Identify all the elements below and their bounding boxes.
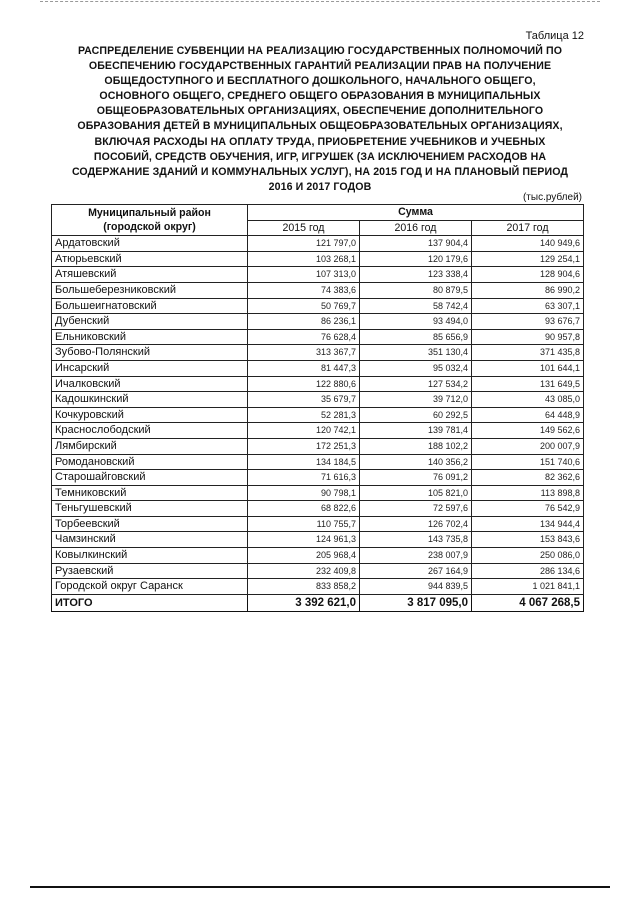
- table-row: [52, 423, 584, 439]
- table-row: [52, 470, 584, 486]
- value-2017: 128 904,6: [472, 267, 584, 283]
- district-name: Большеигнатовский: [52, 298, 248, 314]
- value-2017: 63 307,1: [472, 298, 584, 314]
- district-name: Лямбирский: [52, 438, 248, 454]
- value-2016: 238 007,9: [360, 548, 472, 564]
- value-2017: 153 843,6: [472, 532, 584, 548]
- title-line: ОБРАЗОВАНИЯ ДЕТЕЙ В МУНИЦИПАЛЬНЫХ ОБЩЕОБРАЗОВАТЕЛЬНЫХ ОРГАНИЗАЦИЯХ,: [77, 120, 563, 133]
- table-row: [52, 516, 584, 532]
- value-2015: 172 251,3: [248, 438, 360, 454]
- value-2015: 833 858,2: [248, 579, 360, 595]
- value-2017: 113 898,8: [472, 485, 584, 501]
- value-2016: 137 904,4: [360, 236, 472, 252]
- table-row: [52, 251, 584, 267]
- district-name: Чамзинский: [52, 532, 248, 548]
- district-name: Зубово-Полянский: [52, 345, 248, 361]
- value-2015: 110 755,7: [248, 516, 360, 532]
- table-row: [52, 267, 584, 283]
- district-name: Атюрьевский: [52, 251, 248, 267]
- value-2016: 351 130,4: [360, 345, 472, 361]
- district-header-line1: Муниципальный район: [88, 206, 211, 219]
- value-2017: 371 435,8: [472, 345, 584, 361]
- district-name: Теньгушевский: [52, 501, 248, 517]
- value-2015: 107 313,0: [248, 267, 360, 283]
- district-column-header: [52, 205, 248, 236]
- district-name: Ичалковский: [52, 376, 248, 392]
- value-2017: 149 562,6: [472, 423, 584, 439]
- table-row: [52, 392, 584, 408]
- table-row: [52, 501, 584, 517]
- year-2015-header: 2015 год: [248, 220, 360, 236]
- total-row: [52, 594, 584, 611]
- value-2017: 286 134,6: [472, 563, 584, 579]
- value-2016: 944 839,5: [360, 579, 472, 595]
- table-body: [52, 236, 584, 595]
- district-name: Торбеевский: [52, 516, 248, 532]
- table-row: [52, 329, 584, 345]
- value-2017: 93 676,7: [472, 314, 584, 330]
- value-2015: 90 798,1: [248, 485, 360, 501]
- value-2015: 103 268,1: [248, 251, 360, 267]
- year-2017-header: 2017 год: [472, 220, 584, 236]
- top-scan-rule: [40, 1, 600, 2]
- value-2017: 64 448,9: [472, 407, 584, 423]
- value-2016: 58 742,4: [360, 298, 472, 314]
- district-name: Дубенский: [52, 314, 248, 330]
- sum-column-header: Сумма: [248, 205, 584, 221]
- value-2017: 134 944,4: [472, 516, 584, 532]
- value-2017: 101 644,1: [472, 360, 584, 376]
- value-2017: 140 949,6: [472, 236, 584, 252]
- document-title: [54, 44, 586, 195]
- value-2016: 123 338,4: [360, 267, 472, 283]
- total-2017: 4 067 268,5: [472, 594, 584, 611]
- value-2015: 35 679,7: [248, 392, 360, 408]
- year-2016-header: 2016 год: [360, 220, 472, 236]
- district-name: Ельниковский: [52, 329, 248, 345]
- value-2017: 250 086,0: [472, 548, 584, 564]
- table-row: [52, 548, 584, 564]
- title-line: ОСНОВНОГО ОБЩЕГО, СРЕДНЕГО ОБЩЕГО ОБРАЗОВАНИЯ В МУНИЦИПАЛЬНЫХ: [99, 90, 541, 103]
- table-row: [52, 563, 584, 579]
- table-row: [52, 345, 584, 361]
- value-2016: 139 781,4: [360, 423, 472, 439]
- value-2016: 76 091,2: [360, 470, 472, 486]
- value-2016: 39 712,0: [360, 392, 472, 408]
- table-row: [52, 314, 584, 330]
- table-row: [52, 298, 584, 314]
- value-2016: 140 356,2: [360, 454, 472, 470]
- value-2015: 121 797,0: [248, 236, 360, 252]
- value-2015: 71 616,3: [248, 470, 360, 486]
- value-2015: 120 742,1: [248, 423, 360, 439]
- district-name: Краснослободский: [52, 423, 248, 439]
- value-2015: 134 184,5: [248, 454, 360, 470]
- value-2015: 86 236,1: [248, 314, 360, 330]
- table-row: [52, 438, 584, 454]
- district-name: Ковылкинский: [52, 548, 248, 564]
- table-header-row: [52, 205, 584, 221]
- value-2016: 120 179,6: [360, 251, 472, 267]
- table-row: [52, 236, 584, 252]
- district-name: Рузаевский: [52, 563, 248, 579]
- value-2016: 143 735,8: [360, 532, 472, 548]
- value-2017: 1 021 841,1: [472, 579, 584, 595]
- value-2015: 76 628,4: [248, 329, 360, 345]
- table-row: [52, 376, 584, 392]
- table-row: [52, 407, 584, 423]
- value-2017: 200 007,9: [472, 438, 584, 454]
- total-2015: 3 392 621,0: [248, 594, 360, 611]
- value-2016: 80 879,5: [360, 282, 472, 298]
- value-2015: 122 880,6: [248, 376, 360, 392]
- value-2015: 232 409,8: [248, 563, 360, 579]
- district-name: Кадошкинский: [52, 392, 248, 408]
- value-2017: 43 085,0: [472, 392, 584, 408]
- table-row: [52, 485, 584, 501]
- title-line: ВКЛЮЧАЯ РАСХОДЫ НА ОПЛАТУ ТРУДА, ПРИОБРЕТЕНИЕ УЧЕБНИКОВ И УЧЕБНЫХ: [94, 135, 546, 148]
- value-2015: 74 383,6: [248, 282, 360, 298]
- value-2017: 131 649,5: [472, 376, 584, 392]
- district-name: Темниковский: [52, 485, 248, 501]
- district-name: Старошайговский: [52, 470, 248, 486]
- table-row: [52, 454, 584, 470]
- subvention-table: [51, 204, 584, 612]
- value-2017: 129 254,1: [472, 251, 584, 267]
- total-label: ИТОГО: [52, 594, 248, 611]
- table-row: [52, 579, 584, 595]
- value-2016: 105 821,0: [360, 485, 472, 501]
- value-2015: 52 281,3: [248, 407, 360, 423]
- district-name: Инсарский: [52, 360, 248, 376]
- title-line: ОБЩЕОБРАЗОВАТЕЛЬНЫХ ОРГАНИЗАЦИЯХ, ОБЕСПЕЧЕНИЕ ДОПОЛНИТЕЛЬНОГО: [96, 105, 544, 118]
- title-line: ПОСОБИЙ, СРЕДСТВ ОБУЧЕНИЯ, ИГР, ИГРУШЕК (ЗА ИСКЛЮЧЕНИЕМ РАСХОДОВ НА: [93, 150, 547, 163]
- title-line: СОДЕРЖАНИЕ ЗДАНИЙ И КОММУНАЛЬНЫХ УСЛУГ), НА 2015 ГОД И НА ПЛАНОВЫЙ ПЕРИОД: [71, 165, 569, 178]
- value-2016: 267 164,9: [360, 563, 472, 579]
- value-2017: 151 740,6: [472, 454, 584, 470]
- title-line: РАСПРЕДЕЛЕНИЕ СУБВЕНЦИИ НА РЕАЛИЗАЦИЮ ГОСУДАРСТВЕННЫХ ПОЛНОМОЧИЙ ПО: [77, 45, 563, 57]
- value-2016: 188 102,2: [360, 438, 472, 454]
- district-name: Ардатовский: [52, 236, 248, 252]
- district-name: Ромодановский: [52, 454, 248, 470]
- value-2016: 126 702,4: [360, 516, 472, 532]
- district-name: Атяшевский: [52, 267, 248, 283]
- value-2016: 60 292,5: [360, 407, 472, 423]
- value-2017: 82 362,6: [472, 470, 584, 486]
- value-2015: 50 769,7: [248, 298, 360, 314]
- value-2017: 86 990,2: [472, 282, 584, 298]
- table-row: [52, 282, 584, 298]
- title-line: 2016 И 2017 ГОДОВ: [268, 180, 372, 193]
- value-2016: 93 494,0: [360, 314, 472, 330]
- title-line: ОБЩЕДОСТУПНОГО И БЕСПЛАТНОГО ДОШКОЛЬНОГО, НАЧАЛЬНОГО ОБЩЕГО,: [104, 75, 536, 88]
- value-2016: 72 597,6: [360, 501, 472, 517]
- value-2015: 81 447,3: [248, 360, 360, 376]
- table-row: [52, 360, 584, 376]
- value-2017: 90 957,8: [472, 329, 584, 345]
- table-number: Таблица 12: [525, 30, 584, 42]
- district-name: Кочкуровский: [52, 407, 248, 423]
- district-name: Городской округ Саранск: [52, 579, 248, 595]
- value-2016: 85 656,9: [360, 329, 472, 345]
- value-2015: 205 968,4: [248, 548, 360, 564]
- table-row: [52, 532, 584, 548]
- bottom-page-rule: [30, 886, 610, 888]
- total-2016: 3 817 095,0: [360, 594, 472, 611]
- district-header-line2: (городской округ): [103, 221, 196, 234]
- value-2016: 127 534,2: [360, 376, 472, 392]
- value-2015: 313 367,7: [248, 345, 360, 361]
- district-name: Большеберезниковский: [52, 282, 248, 298]
- value-2015: 68 822,6: [248, 501, 360, 517]
- value-2016: 95 032,4: [360, 360, 472, 376]
- value-2015: 124 961,3: [248, 532, 360, 548]
- title-line: ОБЕСПЕЧЕНИЮ ГОСУДАРСТВЕННЫХ ГАРАНТИЙ РЕАЛИЗАЦИИ ПРАВ НА ПОЛУЧЕНИЕ: [88, 60, 552, 73]
- value-2017: 76 542,9: [472, 501, 584, 517]
- units-label: (тыс.рублей): [522, 192, 582, 203]
